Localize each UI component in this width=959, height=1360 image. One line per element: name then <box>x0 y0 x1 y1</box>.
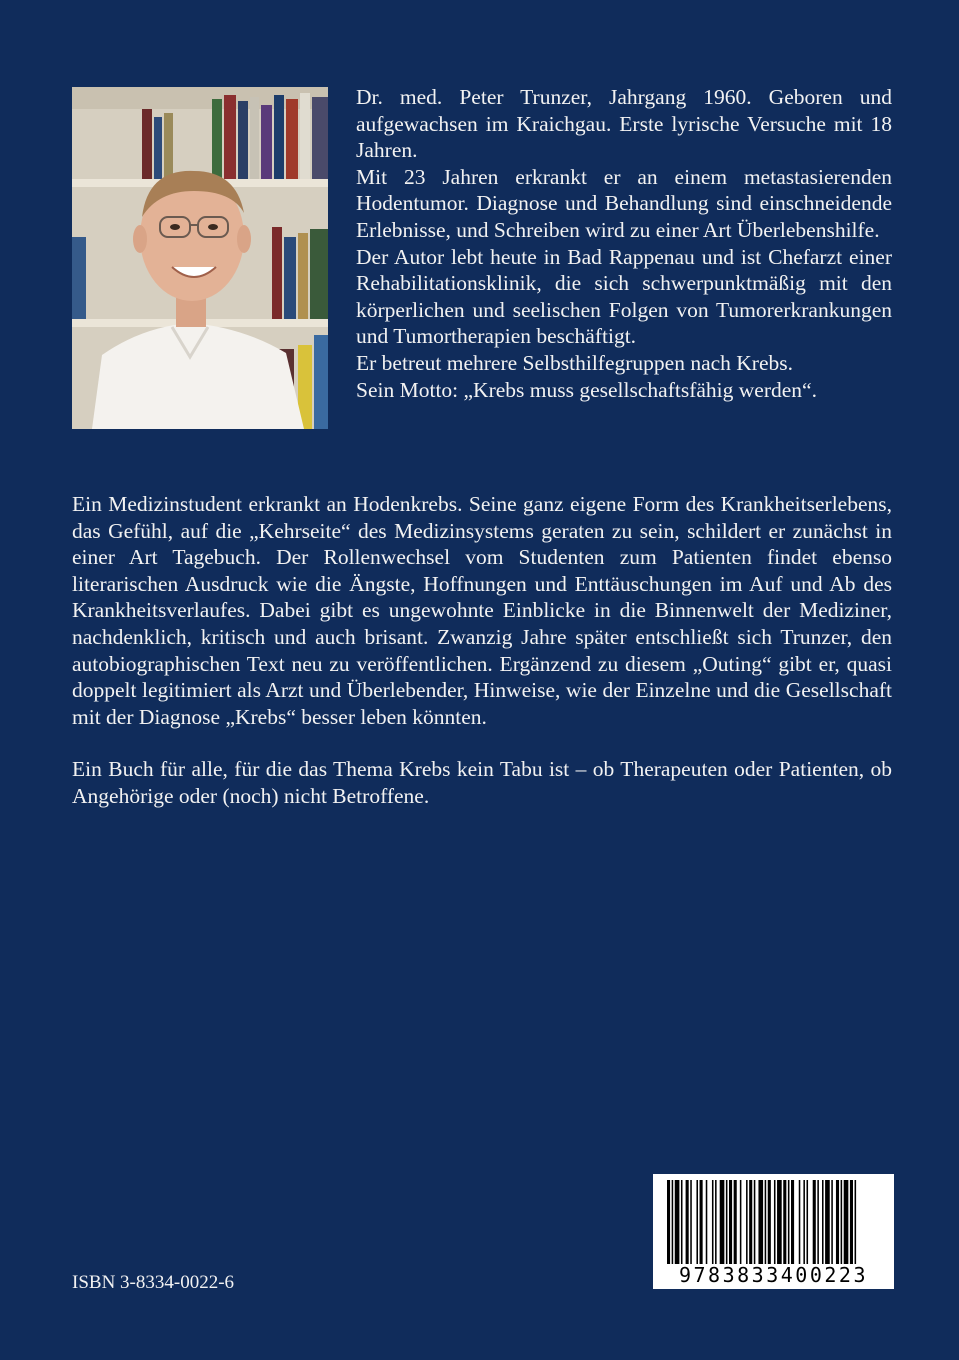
barcode-bar <box>696 1180 698 1264</box>
barcode-bar <box>667 1180 670 1264</box>
barcode-bar <box>836 1180 839 1264</box>
barcode-bar <box>774 1180 776 1264</box>
barcode-bar <box>803 1180 805 1264</box>
barcode-bar <box>850 1180 853 1264</box>
barcode-bar <box>720 1180 725 1264</box>
barcode-bar <box>844 1180 849 1264</box>
barcode-bar <box>822 1180 824 1264</box>
barcode-bar <box>740 1180 742 1264</box>
barcode-bar <box>746 1180 748 1264</box>
barcode-bar <box>788 1180 790 1264</box>
barcode-digits: 9783833400223 <box>678 1263 869 1287</box>
blurb-paragraph: Ein Medizinstudent erkrankt an Hodenkrebs. Seine ganz eigene Form des Krankheitserlebens, das Gefühl, auf die „Kehrseite“ des Medizinsystems geraten zu sein, schildert er zunächst in einer Art Tagebuch. Der Rollenwechsel vom Studenten zum Patienten findet ebenso literarischen Ausdruck wie die Ängste, Hoffnungen und Enttäuschungen im Auf und Ab des Krankheitsverlaufes. Dabei gibt es ungewohnte Einblicke in die Binnenwelt der Mediziner, nachdenklich, kritisch und auch brisant. Zwanzig Jahre später entschließt sich Trunzer, den autobiographischen Text neu zu veröffentlichen. Ergänzend zu diesem „Outing“ gibt er, quasi doppelt legitimiert als Arzt und Überlebender, Hinweise, wie der Einzelne und die Gesellschaft mit der Diagnose „Krebs“ besser leben könnten. <box>72 492 892 729</box>
barcode-bar <box>734 1180 737 1264</box>
barcode-bar <box>817 1180 819 1264</box>
bio-paragraph: Er betreut mehrere Selbsthilfegruppen nach Krebs. <box>356 350 794 375</box>
author-photo <box>72 87 328 429</box>
barcode-bar <box>726 1180 728 1264</box>
barcode-bar <box>831 1180 833 1264</box>
barcode-bar <box>783 1180 786 1264</box>
barcode-bar <box>768 1180 771 1264</box>
barcode-bar <box>749 1180 752 1264</box>
barcode-bar <box>813 1180 816 1264</box>
bio-paragraph: Sein Motto: „Krebs muss gesellschaftsfähig werden“. <box>356 377 817 402</box>
barcode-bars <box>653 1174 894 1266</box>
blurb-paragraph: Ein Buch für alle, für die das Thema Krebs kein Tabu ist – ob Therapeuten oder Patienten, ob Angehörige oder (noch) nicht Betroffene. <box>72 757 892 808</box>
barcode-bar <box>690 1180 692 1264</box>
barcode-bar <box>700 1180 703 1264</box>
barcode-bar <box>686 1180 689 1264</box>
barcode-bar <box>681 1180 683 1264</box>
book-blurb <box>72 491 892 836</box>
bio-paragraph: Mit 23 Jahren erkrankt er an einem metastasierenden Hodentumor. Diagnose und Behandlung sind einschneidende Erlebnisse, und Schreiben wird zu einer Art Überlebenshilfe. <box>356 164 892 242</box>
barcode-bar <box>754 1180 756 1264</box>
barcode-bar <box>825 1180 830 1264</box>
barcode-bar <box>777 1180 782 1264</box>
barcode-bar <box>855 1180 857 1264</box>
barcode-bar <box>675 1180 680 1264</box>
author-photo-illustration <box>72 87 328 429</box>
barcode-bar <box>799 1180 801 1264</box>
bio-paragraph: Dr. med. Peter Trunzer, Jahrgang 1960. Geboren und aufgewachsen im Kraichgau. Erste lyrische Versuche mit 18 Jahren. <box>356 85 892 163</box>
barcode-bar <box>841 1180 843 1264</box>
barcode-bar <box>791 1180 794 1264</box>
barcode-bar <box>765 1180 767 1264</box>
author-bio <box>356 84 892 403</box>
bio-paragraph: Der Autor lebt heute in Bad Rappenau und ist Chefarzt einer Rehabilitationsklinik, die sich schwerpunktmäßig mit den körperlichen und seelischen Folgen von Tumorerkrankungen und Tumortherapien beschäftigt. <box>356 244 892 349</box>
barcode-bar <box>712 1180 714 1264</box>
barcode-bar <box>715 1180 717 1264</box>
barcode-bar <box>729 1180 732 1264</box>
barcode-bar <box>706 1180 708 1264</box>
barcode-bar <box>758 1180 763 1264</box>
isbn-label: ISBN 3-8334-0022-6 <box>72 1272 235 1293</box>
barcode-bar <box>672 1180 674 1264</box>
barcode-bar <box>807 1180 809 1264</box>
barcode <box>653 1174 894 1289</box>
